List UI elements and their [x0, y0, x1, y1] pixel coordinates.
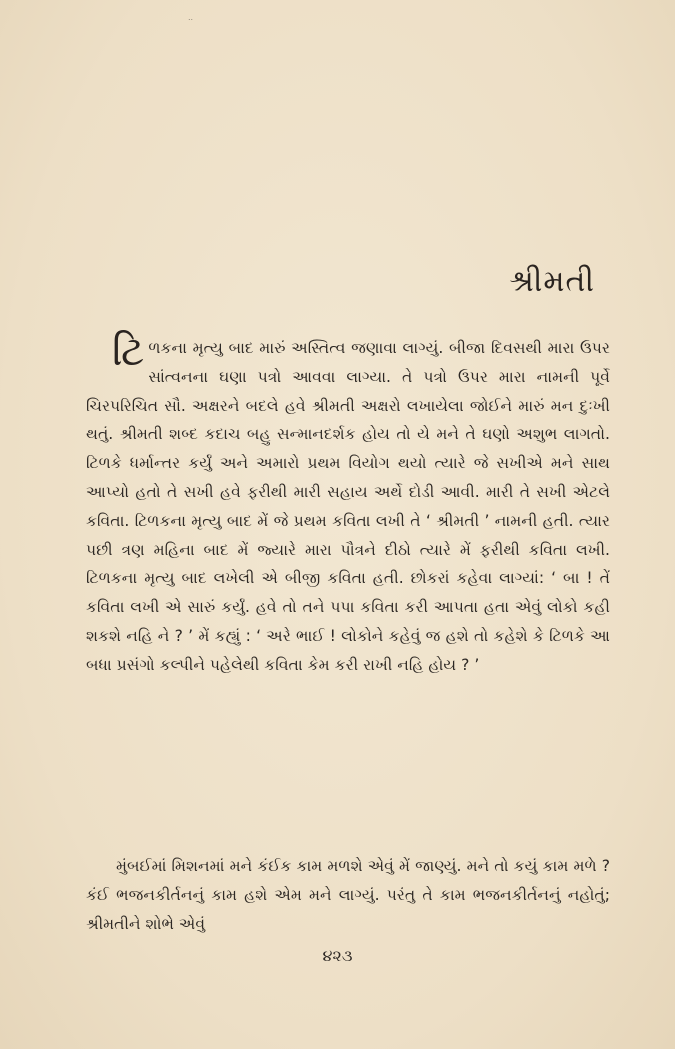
page-number: ૪૨૩ — [322, 946, 353, 965]
page-speck: .. — [188, 13, 194, 22]
chapter-title: શ્રીમતી — [509, 264, 595, 299]
paragraph-1-text: ળકના મૃત્યુ બાદ મારું અસ્તિત્વ જણાવા લાગ્યું. બીજા દિવસથી મારા ઉપર સાંત્વનના ઘણા પત્રો આવવા લાગ્યા. તે પત્રો ઉપર મારા નામની પૂર્વે ચિરપરિચિત સૌ. અક્ષરને બદલે હવે શ્રીમતી અક્ષરો લખાયેલા જોઈને મારું મન દુઃખી થતું. શ્રીમતી શબ્દ કદાચ બહુ સન્માનદર્શક હોય તો યે મને તે ઘણો અશુભ લાગતો. ટિળકે ધર્માન્તર કર્યું અને અમારો પ્રથમ વિયોગ થયો ત્યારે જે સખીએ મને સાથ આપ્યો હતો તે સખી હવે ફરીથી મારી સહાય અર્થે દોડી આવી. મારી તે સખી એટલે કવિતા. ટિળકના મૃત્યુ બાદ મેં જે પ્રથમ કવિતા લખી તે ‘ શ્રીમતી ’ નામની હતી. ત્યાર પછી ત્રણ મહિના બાદ મેં જ્યારે મારા પૌત્રને દીઠો ત્યારે મેં ફરીથી કવિતા લખી. ટિળકના મૃત્યુ બાદ લખેલી એ બીજી કવિતા હતી. છોકરાં કહેવા લાગ્યાં: ‘ બા ! તેં કવિતા લખી એ સારું કર્યું. હવે તો તને પપા કવિતા કરી આપતા હતા એવું લોકો કહી શકશે નહિ ને ? ’ મેં કહ્યું : ‘ અરે ભાઈ ! લોકોને કહેવું જ હશે તો કહેશે કે ટિળકે આ બધા પ્રસંગો કલ્પીને પહેલેથી કવિતા કેમ કરી રાખી નહિ હોય ? ’ — [86, 339, 610, 674]
dropcap: ટિ — [112, 329, 145, 375]
paragraph-2 — [86, 852, 610, 938]
paragraph-1 — [86, 329, 610, 680]
paragraph-2-text: મુંબઈમાં મિશનમાં મને કંઈક કામ મળશે એવું મેં જાણ્યું. મને તો કયું કામ મળે ? કંઈ ભજનકીર્તનનું કામ હશે એમ મને લાગ્યું. પરંતુ તે કામ ભજનકીર્તનનું નહોતું; શ્રીમતીને શોભે એવું — [86, 857, 610, 933]
